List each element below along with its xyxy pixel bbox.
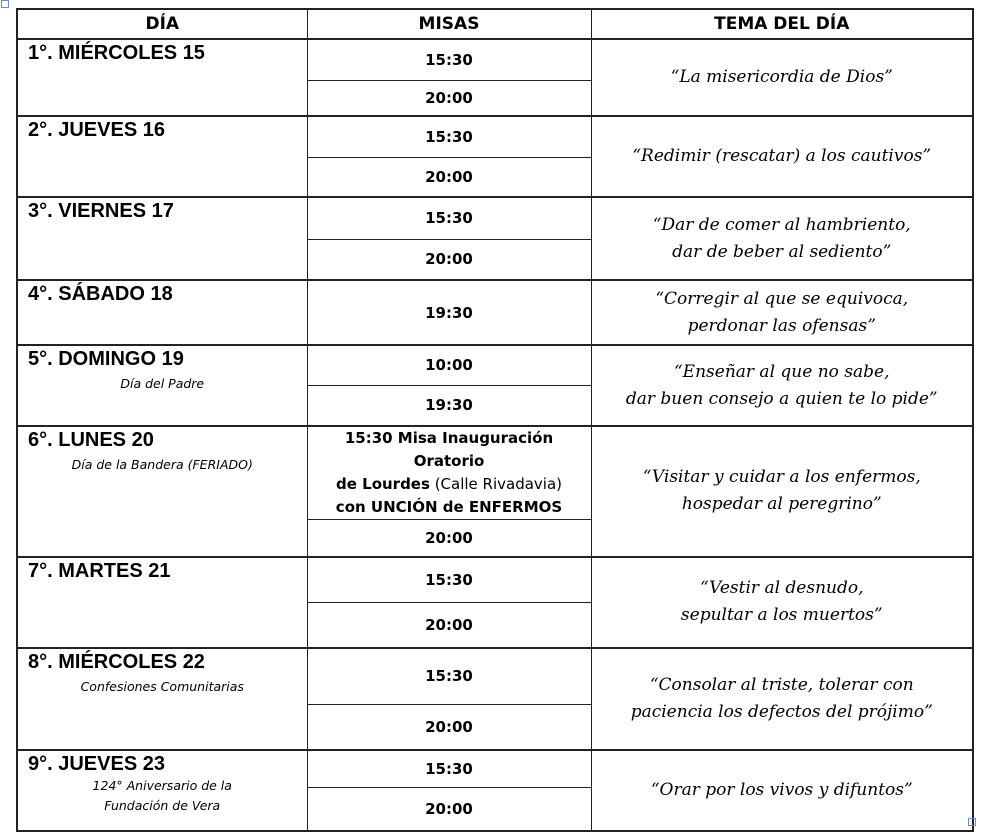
day-theme: [591, 280, 973, 345]
mass-time: 20:00: [307, 788, 591, 831]
day-row-1: [17, 39, 973, 80]
theme-line: dar de beber al sediento”: [672, 241, 892, 262]
day-name: 8°. MIÉRCOLES 22: [28, 650, 205, 673]
day-theme: [591, 750, 973, 831]
theme-line: “Enseñar al que no sabe,: [673, 361, 890, 382]
mass-time: 20:00: [307, 157, 591, 197]
theme-line: sepultar a los muertos”: [680, 605, 883, 625]
theme-line: “Visitar y cuidar a los enfermos,: [642, 467, 921, 488]
theme-line: dar buen consejo a quien te lo pide”: [625, 388, 938, 409]
day-name: 4°. SÁBADO 18: [28, 283, 173, 305]
theme-line: perdonar las ofensas”: [687, 315, 876, 336]
theme-line: “Orar por los vivos y difuntos”: [650, 779, 913, 800]
mass-time: 15:30: [307, 750, 591, 788]
day-row-3: [17, 197, 973, 239]
day-theme: [591, 345, 973, 426]
table-anchor-icon: [1, 0, 9, 8]
mass-time: 15:30: [307, 557, 591, 603]
day-row-4: [17, 280, 973, 345]
day-cell: [17, 116, 307, 197]
theme-line: “Redimir (rescatar) a los cautivos”: [632, 146, 932, 166]
day-row-8: [17, 648, 973, 705]
day-note: Día de la Bandera (FERIADO): [71, 457, 253, 472]
day-cell: [17, 280, 307, 345]
mass-time: 15:30: [307, 197, 591, 239]
theme-line: hospedar al peregrino”: [681, 494, 882, 515]
day-note: Día del Padre: [120, 376, 205, 391]
day-cell: [17, 197, 307, 280]
inauguration-line-3: con UNCIÓN de ENFERMOS: [335, 498, 563, 516]
mass-time: 15:30: [307, 648, 591, 705]
header-dia: DÍA: [17, 9, 307, 39]
day-theme: [591, 116, 973, 197]
day-note: 124° Aniversario de la Fundación de Vera: [92, 777, 232, 813]
day-cell: [17, 39, 307, 116]
day-name: 6°. LUNES 20: [28, 429, 154, 451]
mass-time: 10:00: [307, 345, 591, 385]
mass-time: 20:00: [307, 520, 591, 557]
day-cell: [17, 557, 307, 648]
day-row-2: [17, 116, 973, 157]
day-row-5: [17, 345, 973, 385]
day-name: 1°. MIÉRCOLES 15: [28, 42, 205, 64]
day-theme: [591, 557, 973, 648]
header-row: [17, 9, 973, 39]
day-note: Confesiones Comunitarias: [80, 678, 244, 694]
day-name: 2°. JUEVES 16: [28, 119, 165, 141]
day-theme: [591, 426, 973, 557]
mass-time: 15:30: [307, 39, 591, 80]
day-theme: [591, 648, 973, 750]
day-name: 9°. JUEVES 23: [28, 752, 165, 775]
theme-line: “Dar de comer al hambriento,: [652, 214, 911, 235]
mass-time: 20:00: [307, 705, 591, 750]
day-row-6: [17, 426, 973, 520]
header-tema: TEMA DEL DÍA: [591, 9, 973, 39]
day-cell: [17, 648, 307, 750]
day-row-7: [17, 557, 973, 603]
mass-time: 15:30: [307, 116, 591, 157]
day-name: 3°. VIERNES 17: [28, 200, 174, 222]
mass-time: 20:00: [307, 80, 591, 116]
day-cell: [17, 345, 307, 426]
day-row-9: [17, 750, 973, 788]
mass-time: 20:00: [307, 239, 591, 280]
mass-time: 20:00: [307, 603, 591, 648]
inauguration-mass: [307, 426, 591, 520]
theme-line: “Corregir al que se equivoca,: [655, 288, 909, 309]
day-theme: [591, 197, 973, 280]
day-cell: [17, 750, 307, 831]
inauguration-line-1: 15:30 Misa Inauguración Oratorio: [344, 429, 554, 470]
novena-schedule-table: [16, 8, 974, 832]
day-name: 7°. MARTES 21: [28, 559, 171, 582]
theme-line: “La misericordia de Dios”: [670, 67, 893, 87]
mass-time: 19:30: [307, 385, 591, 426]
theme-line: “Consolar al triste, tolerar con: [649, 674, 914, 695]
inauguration-address: (Calle Rivadavia): [429, 475, 562, 493]
theme-line: “Vestir al desnudo,: [699, 578, 864, 598]
header-misas: MISAS: [307, 9, 591, 39]
mass-time: 19:30: [307, 280, 591, 345]
day-cell: [17, 426, 307, 557]
theme-line: paciencia los defectos del prójimo”: [630, 701, 933, 722]
day-name: 5°. DOMINGO 19: [28, 348, 184, 370]
inauguration-place: de Lourdes: [336, 475, 430, 493]
day-theme: [591, 39, 973, 116]
